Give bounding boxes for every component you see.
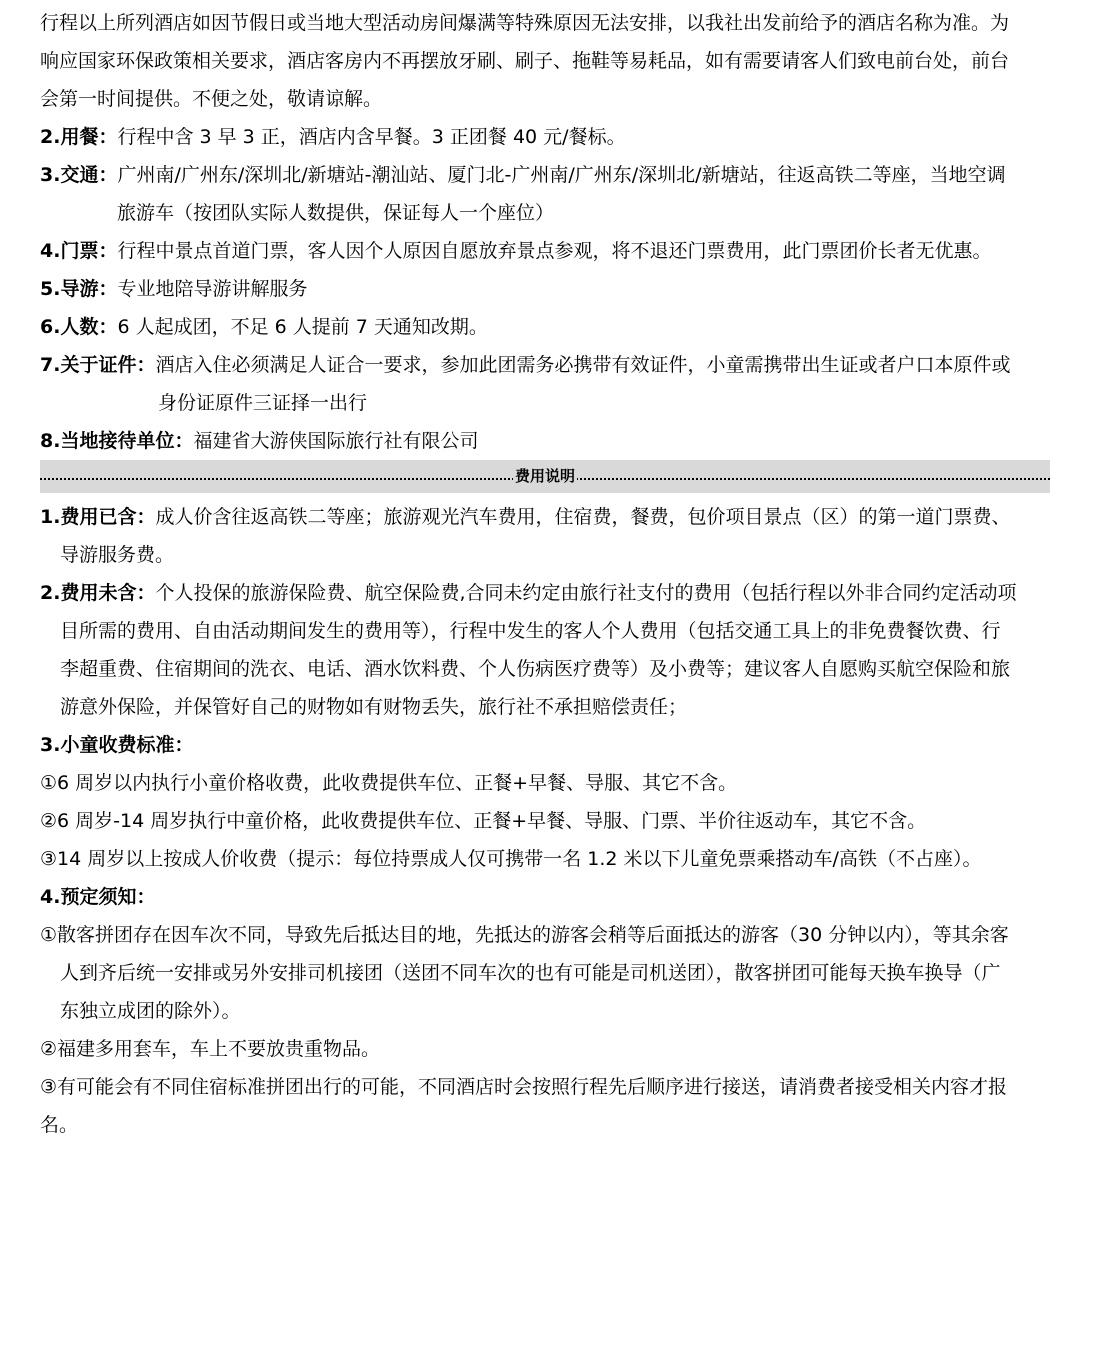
documents-label: 7.关于证件： [40,354,156,376]
transport-text-2: 旅游车（按团队实际人数提供，保证每人一个座位） [117,202,555,224]
hotel-note-line-2: 响应国家环保政策相关要求，酒店客房内不再摆放牙刷、刷子、拖鞋等易耗品，如有需要请客人们致电前台处，前台 [40,50,1010,72]
guide-text: 专业地陪导游讲解服务 [117,278,308,300]
booking-line-1b: 人到齐后统一安排或另外安排司机接团（送团不同车次的也有可能是司机送团），散客拼团可能每天换车换导（广 [60,962,1001,984]
section-title: 费用说明 [514,467,575,485]
people-label: 6.人数： [40,316,118,338]
fee-included-text-2: 导游服务费。 [60,544,175,566]
transport-item [40,156,1006,194]
meal-label: 2.用餐： [40,126,118,148]
fee-excluded-text-1: 个人投保的旅游保险费、航空保险费,合同未约定由旅行社支付的费用（包括行程以外非合同约定活动项 [155,582,1017,604]
fee-excluded-text-3: 李超重费、住宿期间的洗衣、电话、酒水饮料费、个人伤病医疗费等）及小费等；建议客人自愿购买航空保险和旅 [60,658,1011,680]
people-item [40,308,488,346]
documents-item [40,346,1010,384]
transport-label: 3.交通： [40,164,118,186]
people-text: 6 人起成团，不足 6 人提前 7 天通知改期。 [117,316,488,338]
documents-text-1: 酒店入住必须满足人证合一要求，参加此团需务必携带有效证件，小童需携带出生证或者户口本原件或 [155,354,1011,376]
fee-excluded-text-4: 游意外保险，并保管好自己的财物如有财物丢失，旅行社不承担赔偿责任； [60,696,688,718]
guide-label: 5.导游： [40,278,118,300]
meal-item [40,118,626,156]
tickets-label: 4.门票： [40,240,118,262]
section-divider [40,460,1050,493]
fee-included-label: 1.费用已含： [40,506,156,528]
booking-heading: 4.预定须知： [40,886,156,908]
booking-line-1c: 东独立成团的除外）。 [60,1000,241,1022]
tickets-text: 行程中景点首道门票，客人因个人原因自愿放弃景点参观，将不退还门票费用，此门票团价长者无优惠。 [117,240,992,262]
booking-line-1a: ①散客拼团存在因车次不同，导致先后抵达目的地，先抵达的游客会稍等后面抵达的游客（30 分钟以内），等其余客 [40,924,1009,946]
child-fee-line-2: ②6 周岁-14 周岁执行中童价格，此收费提供车位、正餐+早餐、导服、门票、半价往返动车，其它不含。 [40,810,927,832]
hotel-note-line-1: 行程以上所列酒店如因节假日或当地大型活动房间爆满等特殊原因无法安排，以我社出发前给予的酒店名称为准。为 [40,12,1010,34]
booking-line-2: ②福建多用套车，车上不要放贵重物品。 [40,1038,381,1060]
fee-excluded-item [40,574,1017,612]
fee-excluded-text-2: 目所需的费用、自由活动期间发生的费用等），行程中发生的客人个人费用（包括交通工具上的非免费餐饮费、行 [60,620,1001,642]
hotel-note-line-3: 会第一时间提供。不便之处，敬请谅解。 [40,88,383,110]
transport-text-1: 广州南/广州东/深圳北/新塘站-潮汕站、厦门北-广州南/广州东/深圳北/新塘站，往返高铁二等座，当地空调 [117,164,1006,186]
booking-line-3a: ③有可能会有不同住宿标准拼团出行的可能，不同酒店时会按照行程先后顺序进行接送，请消费者接受相关内容才报 [40,1076,1008,1098]
booking-line-3b: 名。 [40,1114,79,1136]
reception-item [40,422,478,460]
tickets-item [40,232,991,270]
documents-text-2: 身份证原件三证择一出行 [158,392,368,414]
fee-included-text-1: 成人价含往返高铁二等座；旅游观光汽车费用，住宿费，餐费，包价项目景点（区）的第一道门票费、 [155,506,1011,528]
fee-excluded-label: 2.费用未含： [40,582,156,604]
child-fee-line-1: ①6 周岁以内执行小童价格收费，此收费提供车位、正餐+早餐、导服、其它不含。 [40,772,738,794]
child-fee-heading: 3.小童收费标准： [40,734,194,756]
child-fee-line-3: ③14 周岁以上按成人价收费（提示：每位持票成人仅可携带一名 1.2 米以下儿童免票乘搭动车/高铁（不占座）。 [40,848,982,870]
reception-text: 福建省大游侠国际旅行社有限公司 [193,430,479,452]
fee-included-item [40,498,1010,536]
meal-text: 行程中含 3 早 3 正，酒店内含早餐。3 正团餐 40 元/餐标。 [117,126,626,148]
reception-label: 8.当地接待单位： [40,430,194,452]
guide-item [40,270,307,308]
